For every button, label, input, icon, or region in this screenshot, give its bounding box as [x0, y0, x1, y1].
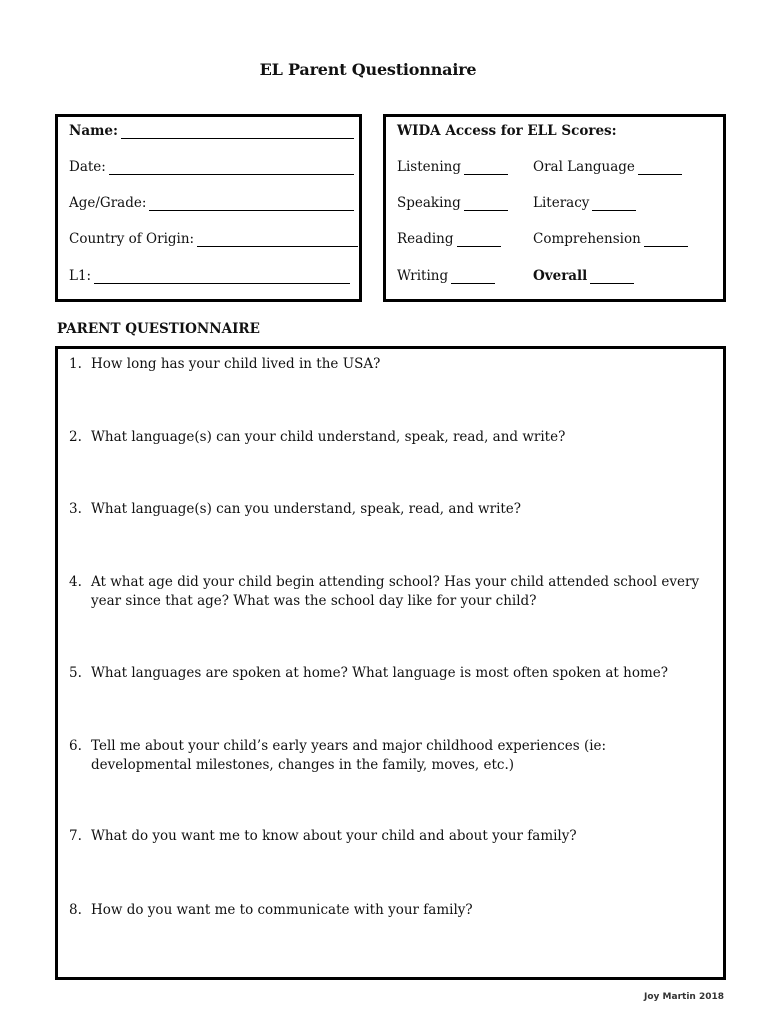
question-number: 5. — [69, 665, 82, 681]
overall-field[interactable] — [590, 271, 634, 284]
comprehension-label: Comprehension — [533, 231, 641, 247]
date-field[interactable] — [109, 162, 354, 175]
question-number: 4. — [69, 574, 82, 590]
name-label: Name: — [69, 123, 118, 139]
listening-label: Listening — [397, 159, 461, 175]
overall-label: Overall — [533, 268, 588, 284]
l1-row — [69, 268, 350, 284]
wida-heading: WIDA Access for ELL Scores: — [397, 123, 617, 139]
age-grade-row — [69, 195, 354, 211]
date-label: Date: — [69, 159, 106, 175]
question-text: How do you want me to communicate with your family? — [91, 902, 473, 918]
date-row — [69, 159, 354, 175]
questions-box — [55, 346, 726, 980]
country-field[interactable] — [197, 234, 358, 247]
question-text: What language(s) can your child understand, speak, read, and write? — [91, 429, 566, 445]
question-item — [69, 355, 709, 374]
listening-field[interactable] — [464, 162, 508, 175]
reading-field[interactable] — [457, 234, 501, 247]
question-text: What do you want me to know about your child and about your family? — [91, 828, 577, 844]
question-item — [69, 573, 709, 611]
question-text: How long has your child lived in the USA? — [91, 356, 381, 372]
footer-credit: Joy Martin 2018 — [644, 992, 724, 1002]
l1-field[interactable] — [94, 271, 350, 284]
speaking-field[interactable] — [464, 198, 508, 211]
speaking-label: Speaking — [397, 195, 461, 211]
question-item — [69, 901, 709, 920]
literacy-field[interactable] — [592, 198, 636, 211]
reading-score — [397, 231, 501, 247]
writing-field[interactable] — [451, 271, 495, 284]
question-number: 3. — [69, 501, 82, 517]
comprehension-score — [533, 231, 688, 247]
question-number: 7. — [69, 828, 82, 844]
name-field[interactable] — [121, 126, 354, 139]
question-item — [69, 428, 709, 447]
question-text: Tell me about your child’s early years and major childhood experiences (ie: developmental milestones, changes in the family, moves, etc.) — [91, 738, 607, 773]
student-info-box — [55, 114, 362, 302]
section-title: PARENT QUESTIONNAIRE — [57, 321, 260, 337]
oral-language-score — [533, 159, 682, 175]
writing-label: Writing — [397, 268, 449, 284]
wida-scores-box — [383, 114, 726, 302]
question-item — [69, 827, 709, 846]
question-text: At what age did your child begin attending school? Has your child attended school every year since that age? What was the school day like for your child? — [91, 574, 700, 609]
writing-score — [397, 268, 495, 284]
question-item — [69, 664, 709, 683]
age-grade-field[interactable] — [149, 198, 354, 211]
listening-score — [397, 159, 508, 175]
literacy-label: Literacy — [533, 195, 590, 211]
name-row — [69, 123, 354, 139]
age-grade-label: Age/Grade: — [69, 195, 147, 211]
question-text: What languages are spoken at home? What language is most often spoken at home? — [91, 665, 668, 681]
country-row — [69, 231, 358, 247]
question-number: 1. — [69, 356, 82, 372]
overall-score — [533, 268, 634, 284]
oral-language-field[interactable] — [638, 162, 682, 175]
literacy-score — [533, 195, 636, 211]
comprehension-field[interactable] — [644, 234, 688, 247]
page-title: EL Parent Questionnaire — [259, 60, 477, 79]
question-number: 2. — [69, 429, 82, 445]
reading-label: Reading — [397, 231, 454, 247]
question-item — [69, 737, 709, 775]
question-text: What language(s) can you understand, speak, read, and write? — [91, 501, 522, 517]
question-item — [69, 500, 709, 519]
question-number: 8. — [69, 902, 82, 918]
speaking-score — [397, 195, 508, 211]
country-label: Country of Origin: — [69, 231, 195, 247]
question-number: 6. — [69, 738, 82, 754]
l1-label: L1: — [69, 268, 92, 284]
oral-language-label: Oral Language — [533, 159, 635, 175]
